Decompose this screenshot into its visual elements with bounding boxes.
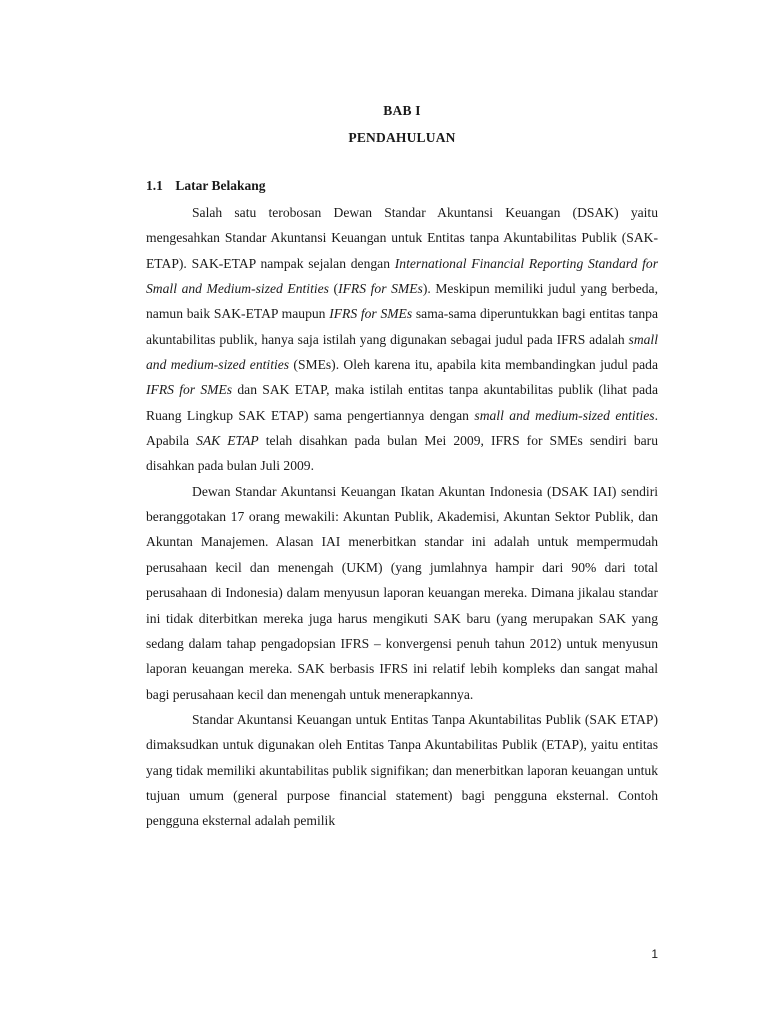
text-run: Salah satu terobosan Dewan Standar Akuntansi Keuangan (DSAK) yaitu mengesahkan Standar Akuntansi Keuangan untuk Entitas tanpa Akuntabilitas Publik (SAK-ETAP). SAK-ETAP nampak sejalan dengan bbox=[146, 205, 658, 271]
body-text bbox=[146, 200, 658, 834]
paragraph-3 bbox=[146, 707, 658, 834]
italic-text-run: SAK ETAP bbox=[196, 433, 259, 449]
text-run: telah disahkan pada bulan Mei 2009, IFRS for SMEs sendiri baru disahkan pada bulan Juli 2009. bbox=[146, 433, 658, 474]
text-run: . Apabila bbox=[146, 407, 658, 449]
text-run: dan SAK ETAP, maka istilah entitas tanpa akuntabilitas publik (lihat pada Ruang Lingkup SAK ETAP) sama pengertiannya dengan bbox=[146, 382, 658, 423]
text-run: ( bbox=[328, 281, 339, 297]
italic-text-run: small and medium-sized entities bbox=[146, 331, 658, 373]
section-title: Latar Belakang bbox=[175, 178, 266, 193]
text-run: ). Meskipun memiliki judul yang berbeda, namun baik SAK-ETAP maupun bbox=[146, 281, 658, 322]
italic-text-run: small and medium-sized entities bbox=[474, 407, 655, 423]
italic-text-run: IFRS for SMEs bbox=[146, 382, 233, 398]
text-run: Dewan Standar Akuntansi Keuangan Ikatan Akuntan Indonesia (DSAK IAI) sendiri beranggotakan 17 orang mewakili: Akuntan Publik, Akademisi, Akuntan Sektor Publik, dan Akuntan Manajemen. Alasan IAI menerbitkan standar ini adalah untuk mempermudah perusahaan kecil dan menengah (UKM) (yang jumlahnya hampir dari 90% dari total perusahaan di Indonesia) dalam menyusun laporan keuangan mereka. Dimana jikalau standar ini tidak diterbitkan mereka juga harus mengikuti SAK baru (yang merupakan SAK yang sedang dalam tahap pengadopsian IFRS – konvergensi penuh tahun 2012) untuk menyusun laporan keuangan mereka. SAK berbasis IFRS ini relatif lebih kompleks dan sangat mahal bagi perusahaan kecil dan menengah untuk menerapkannya. bbox=[146, 483, 658, 702]
paragraph-1 bbox=[146, 200, 658, 479]
italic-text-run: IFRS for SMEs bbox=[329, 306, 413, 322]
text-run: sama-sama diperuntukkan bagi entitas tanpa akuntabilitas publik, hanya saja istilah yang digunakan sebagai judul pada IFRS adalah bbox=[146, 306, 658, 347]
italic-text-run: IFRS for SMEs bbox=[338, 281, 423, 297]
section-heading bbox=[146, 178, 266, 194]
paragraph-2 bbox=[146, 479, 658, 707]
italic-text-run: International Financial Reporting Standard for Small and Medium-sized Entities bbox=[146, 255, 659, 297]
section-number: 1.1 bbox=[146, 178, 163, 193]
chapter-number: BAB I bbox=[383, 103, 421, 118]
text-run: Standar Akuntansi Keuangan untuk Entitas Tanpa Akuntabilitas Publik (SAK ETAP) dimaksudkan untuk digunakan oleh Entitas Tanpa Akuntabilitas Publik (ETAP), yaitu entitas yang tidak memiliki akuntabilitas publik signifikan; dan menerbitkan laporan keuangan untuk tujuan umum (general purpose financial statement) bagi pengguna eksternal. Contoh pengguna eksternal adalah pemilik bbox=[146, 711, 658, 829]
page-number: 1 bbox=[651, 947, 658, 961]
chapter-title: PENDAHULUAN bbox=[348, 130, 456, 145]
text-run: (SMEs). Oleh karena itu, apabila kita membandingkan judul pada bbox=[289, 357, 659, 373]
